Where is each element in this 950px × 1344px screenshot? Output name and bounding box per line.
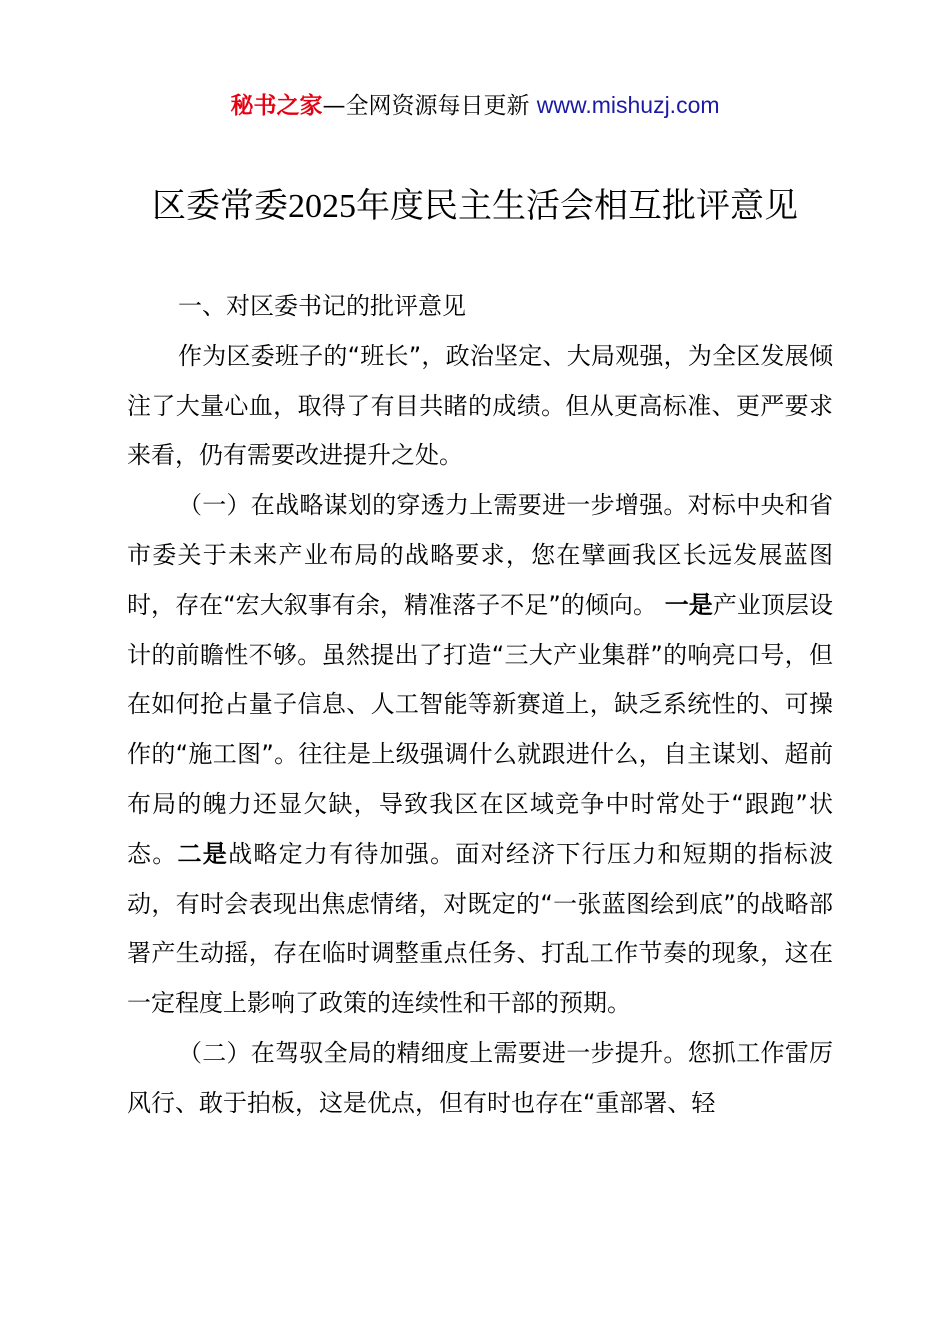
document-title	[0, 182, 950, 231]
site-name: 秘书之家	[230, 93, 323, 119]
point-one-text-c: 战略定力有待加强。面对经济下行压力和短期的指标波动，有时会表现出焦虑情绪，对既定的“一张蓝图绘到底”的战略部署产生动摇，存在临时调整重点任务、打乱工作节奏的现象，这在一定程度上影响了政策的连续性和干部的预期。	[127, 839, 834, 1018]
point-one-paragraph	[127, 481, 833, 1029]
point-one-text-b: 产业顶层设计的前瞻性不够。虽然提出了打造“三大产业集群”的响亮口号，但在如何抢占量子信息、人工智能等新赛道上，缺乏系统性的、可操作的“施工图”。往往是上级强调什么就跟进什么，自主谋划、超前布局的魄力还显欠缺，导致我区在区域竞争中时常处于“跟跑”状态。	[127, 590, 834, 868]
point-one-lead-2: 二是	[177, 839, 229, 868]
intro-paragraph: 作为区委班子的“班长”，政治坚定、大局观强，为全区发展倾注了大量心血，取得了有目共睹的成绩。但从更高标准、更严要求来看，仍有需要改进提升之处。	[127, 341, 833, 470]
site-tagline: —全网资源每日更新	[322, 93, 530, 119]
point-one-lead-1: 一是	[664, 590, 713, 619]
site-header	[0, 88, 950, 123]
title-prefix: 区委常委	[152, 186, 288, 226]
site-url-link[interactable]: www.mishuzj.com	[536, 92, 720, 118]
title-year: 2025	[288, 188, 356, 225]
point-two-paragraph: （二）在驾驭全局的精细度上需要进一步提升。您抓工作雷厉风行、敢于拍板，这是优点，但有时也存在“重部署、轻	[127, 1038, 833, 1117]
document-body	[127, 282, 833, 1129]
point-one-text-a: （一）在战略谋划的穿透力上需要进一步增强。对标中央和省市委关于未来产业布局的战略要求，您在擘画我区长远发展蓝图时，存在“宏大叙事有余，精准落子不足”的倾向。	[127, 491, 833, 619]
section-heading: 一、对区委书记的批评意见	[178, 292, 466, 320]
title-suffix: 年度民主生活会相互批评意见	[356, 186, 798, 226]
